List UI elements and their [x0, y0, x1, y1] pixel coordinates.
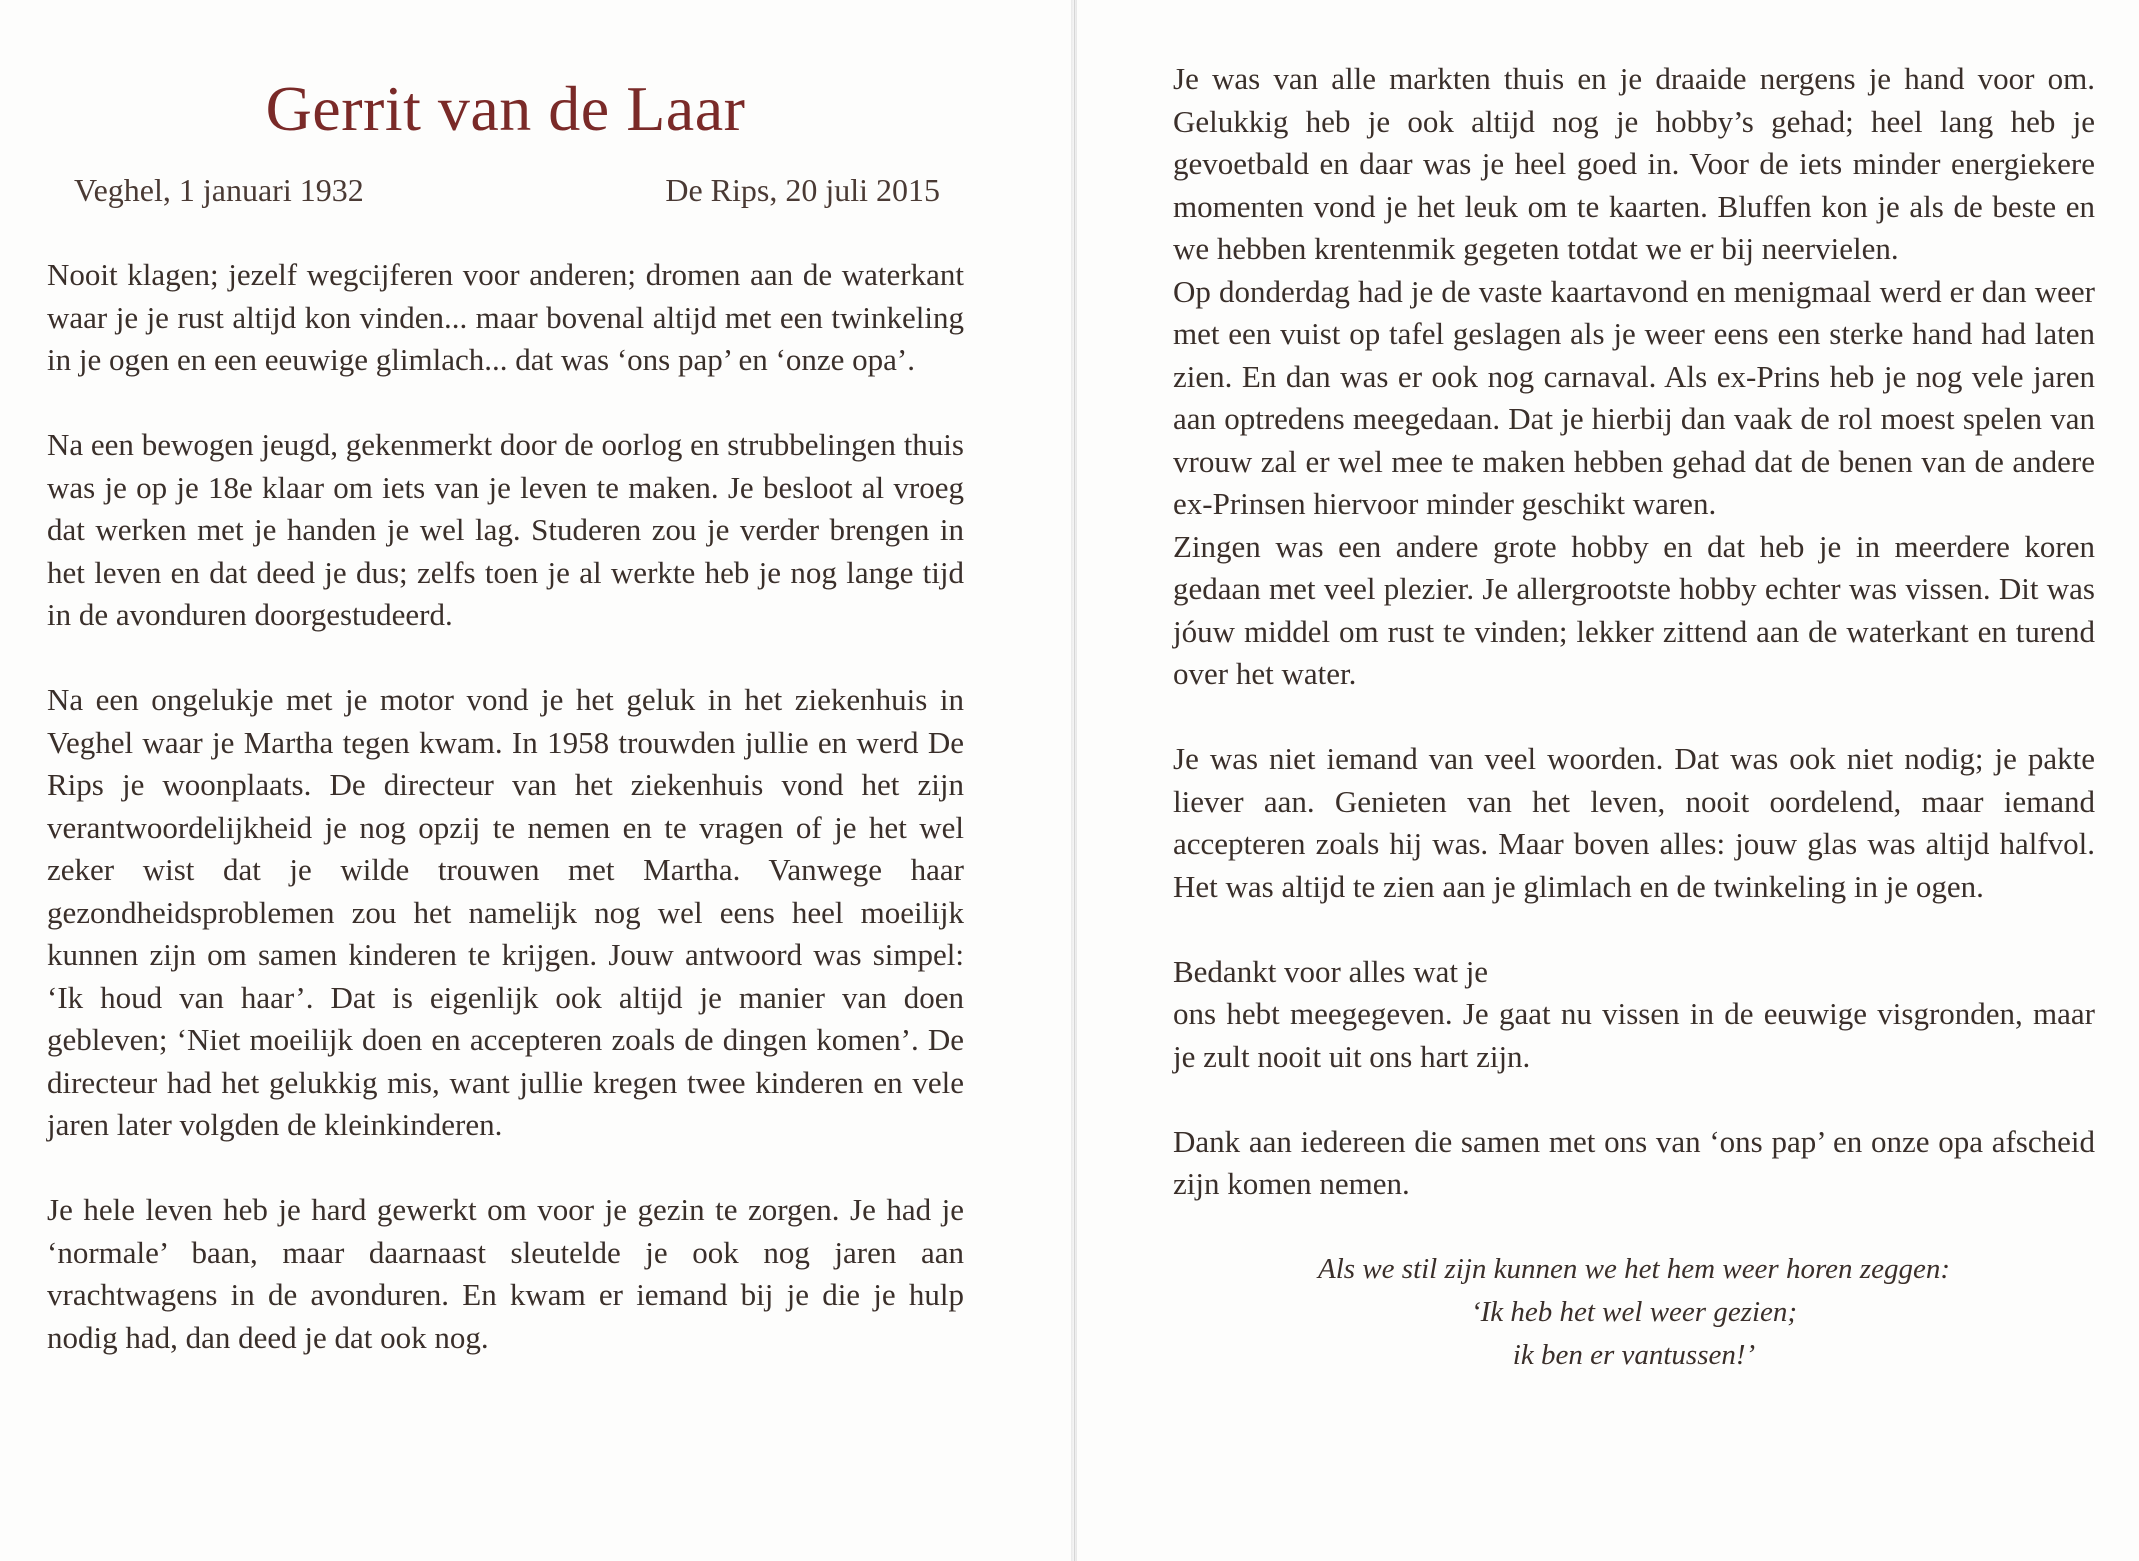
death-date: De Rips, 20 juli 2015 [665, 172, 940, 208]
paragraph: Bedankt voor alles wat je [1173, 953, 1489, 989]
paragraph: Na een ongelukje met je motor vond je het geluk in het ziekenhuis in Veghel waar je Martha tegen kwam. In 1958 trouwden jullie en werd De Rips je woonplaats. De directeur van het ziekenhuis vond het zijn verantwoordelijkheid je nog opzij te nemen en te vragen of je het wel zeker wist dat je wilde trouwen met Martha. Vanwege haar gezondheidsproblemen zou het namelijk nog wel eens heel moeilijk kunnen zijn om samen kinderen te krijgen. Jouw antwoord was simpel: ‘Ik houd van haar’. Dat is eigenlijk ook altijd je manier van doen gebleven; ‘Niet moeilijk doen en accepteren zoals de dingen komen’. De directeur had het gelukkig mis, want jullie kregen twee kinderen en vele jaren later volgden de kleinkinderen. [47, 682, 964, 1142]
paragraph: Je hele leven heb je hard gewerkt om voor je gezin te zorgen. Je had je ‘normale’ baan, maar daarnaast sleutelde je ook nog jaren aan vrachtwagens in de avonduren. En kwam er iemand bij je die je hulp nodig had, dan deed je dat ook nog. [47, 1192, 964, 1355]
quote-line: ‘Ik heb het wel weer gezien; [1470, 1295, 1798, 1328]
right-page [1078, 0, 2139, 1561]
life-dates [47, 168, 964, 212]
paragraph: Nooit klagen; jezelf wegcijferen voor anderen; dromen aan de waterkant waar je je rust altijd kon vinden... maar bovenal altijd met een twinkeling in je ogen en een eeuwige glimlach... dat was ‘ons pap’ en ‘onze opa’. [47, 257, 964, 377]
paragraph: Zingen was een andere grote hobby en dat heb je in meerdere koren gedaan met veel plezier. Je allergrootste hobby echter was vissen. Dit was jóuw middel om rust te vinden; lekker zittend aan de waterkant en turend over het water. [1173, 528, 2095, 691]
paragraph: Dank aan iedereen die samen met ons van ‘ons pap’ en onze opa afscheid zijn komen nemen. [1173, 1123, 2095, 1201]
fold-line [1074, 0, 1075, 1561]
birth-date: Veghel, 1 januari 1932 [74, 172, 364, 208]
paragraph: Op donderdag had je de vaste kaartavond en menigmaal werd er dan weer met een vuist op tafel geslagen als je weer eens een sterke hand had laten zien. En dan was er ook nog carnaval. Als ex-Prins heb je nog vele jaren aan optredens meegedaan. Dat je hierbij dan vaak de rol moest spelen van vrouw zal er wel mee te maken hebben gehad dat de benen van de andere ex-Prinsen hiervoor minder geschikt waren. [1173, 273, 2095, 521]
paragraph: Na een bewogen jeugd, gekenmerkt door de oorlog en strubbelingen thuis was je op je 18e klaar om iets van je leven te maken. Je besloot al vroeg dat werken met je handen je wel lag. Studeren zou je verder brengen in het leven en dat deed je dus; zelfs toen je al werkte heb je nog lange tijd in de avonduren doorgestudeerd. [47, 427, 964, 632]
quote-line: ik ben er vantussen!’ [1512, 1338, 1756, 1371]
closing-quote [1173, 1248, 2095, 1377]
paragraph: Je was niet iemand van veel woorden. Dat was ook niet nodig; je pakte liever aan. Genieten van het leven, nooit oordelend, maar iemand accepteren zoals hij was. Maar boven alles: jouw glas was altijd halfvol. Het was altijd te zien aan je glimlach en de twinkeling in je ogen. [1173, 741, 2095, 904]
paragraph: Je was van alle markten thuis en je draaide nergens je hand voor om. Gelukkig heb je ook altijd nog je hobby’s gehad; heel lang heb je gevoetbald en daar was je heel goed in. Voor de iets minder energiekere momenten vond je het leuk om te kaarten. Bluffen kon je als de beste en we hebben krentenmik gegeten totdat we er bij neervielen. [1173, 61, 2095, 266]
page-title: Gerrit van de Laar [265, 73, 746, 144]
paragraph: ons hebt meegegeven. Je gaat nu vissen in de eeuwige visgronden, maar je zult nooit uit ons hart zijn. [1173, 996, 2095, 1074]
quote-line: Als we stil zijn kunnen we het hem weer horen zeggen: [1318, 1252, 1950, 1285]
